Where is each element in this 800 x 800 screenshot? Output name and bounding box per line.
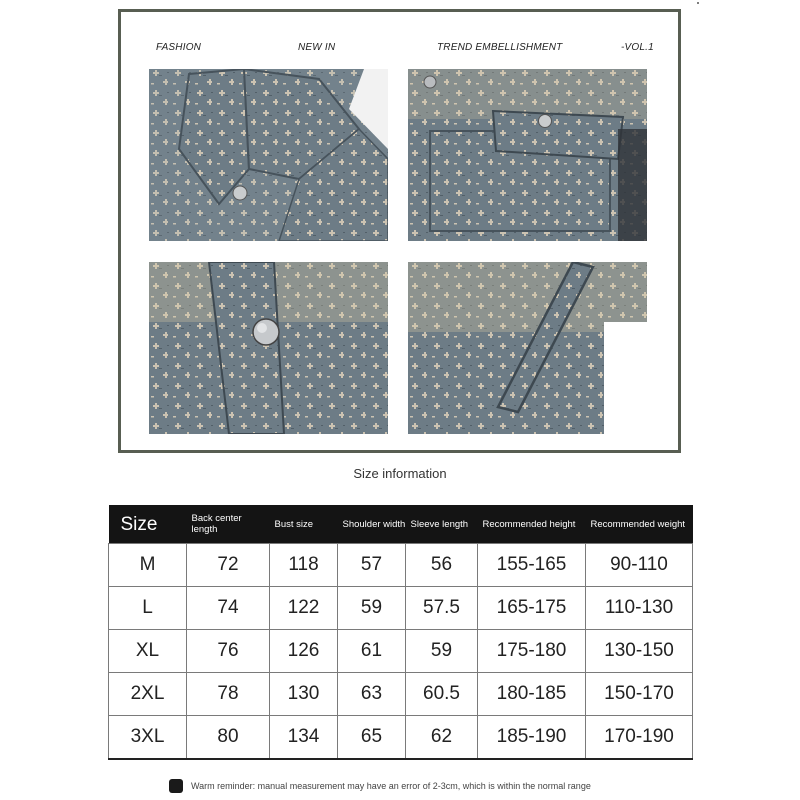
- table-row: [109, 630, 693, 673]
- header-new-in: NEW IN: [298, 42, 336, 53]
- cell-back-length: 76: [187, 630, 270, 673]
- cell-shoulder: 61: [338, 630, 406, 673]
- cell-back-length: 72: [187, 544, 270, 587]
- warm-reminder: [169, 778, 591, 794]
- header-recommended-weight: Recommended weight: [586, 505, 693, 544]
- header-fashion: FASHION: [156, 42, 202, 53]
- header-size: Size: [109, 505, 187, 544]
- cell-weight: 110-130: [586, 587, 693, 630]
- collar-photo: [149, 69, 388, 241]
- cell-sleeve: 59: [406, 630, 478, 673]
- cell-height: 175-180: [478, 630, 586, 673]
- header-trend: TREND EMBELLISHMENT: [437, 42, 563, 53]
- cell-back-length: 80: [187, 716, 270, 760]
- cell-size: M: [109, 544, 187, 587]
- cell-bust: 126: [270, 630, 338, 673]
- header-shoulder-width: Shoulder width: [338, 505, 406, 544]
- table-row: [109, 587, 693, 630]
- cell-weight: 170-190: [586, 716, 693, 760]
- cell-size: 2XL: [109, 673, 187, 716]
- cell-bust: 134: [270, 716, 338, 760]
- cell-weight: 150-170: [586, 673, 693, 716]
- size-table: [108, 505, 693, 760]
- header-back-center-length: Back center length: [187, 505, 270, 544]
- cell-shoulder: 59: [338, 587, 406, 630]
- cell-height: 185-190: [478, 716, 586, 760]
- cell-back-length: 74: [187, 587, 270, 630]
- cell-shoulder: 57: [338, 544, 406, 587]
- cell-weight: 130-150: [586, 630, 693, 673]
- table-row: [109, 716, 693, 760]
- cell-shoulder: 63: [338, 673, 406, 716]
- reminder-text: Warm reminder: manual measurement may have an error of 2-3cm, which is within the normal range: [191, 781, 591, 791]
- cell-sleeve: 57.5: [406, 587, 478, 630]
- cell-sleeve: 62: [406, 716, 478, 760]
- cell-height: 155-165: [478, 544, 586, 587]
- cell-size: 3XL: [109, 716, 187, 760]
- cell-size: XL: [109, 630, 187, 673]
- stray-dot: [697, 2, 699, 4]
- front-snap-photo: [149, 262, 388, 434]
- reminder-square-icon: [169, 779, 183, 793]
- cell-sleeve: 60.5: [406, 673, 478, 716]
- cell-back-length: 78: [187, 673, 270, 716]
- cell-shoulder: 65: [338, 716, 406, 760]
- table-row: [109, 544, 693, 587]
- cell-bust: 122: [270, 587, 338, 630]
- header-recommended-height: Recommended height: [478, 505, 586, 544]
- cell-height: 180-185: [478, 673, 586, 716]
- header-vol: -VOL.1: [621, 42, 654, 53]
- size-table-header-row: [109, 505, 693, 544]
- size-info-title: Size information: [353, 466, 447, 481]
- cell-weight: 90-110: [586, 544, 693, 587]
- side-pocket-photo: [408, 262, 647, 434]
- cell-sleeve: 56: [406, 544, 478, 587]
- table-row: [109, 673, 693, 716]
- cell-bust: 118: [270, 544, 338, 587]
- header-bust-size: Bust size: [270, 505, 338, 544]
- cell-height: 165-175: [478, 587, 586, 630]
- cell-size: L: [109, 587, 187, 630]
- chest-pocket-photo: [408, 69, 647, 241]
- header-sleeve-length: Sleeve length: [406, 505, 478, 544]
- cell-bust: 130: [270, 673, 338, 716]
